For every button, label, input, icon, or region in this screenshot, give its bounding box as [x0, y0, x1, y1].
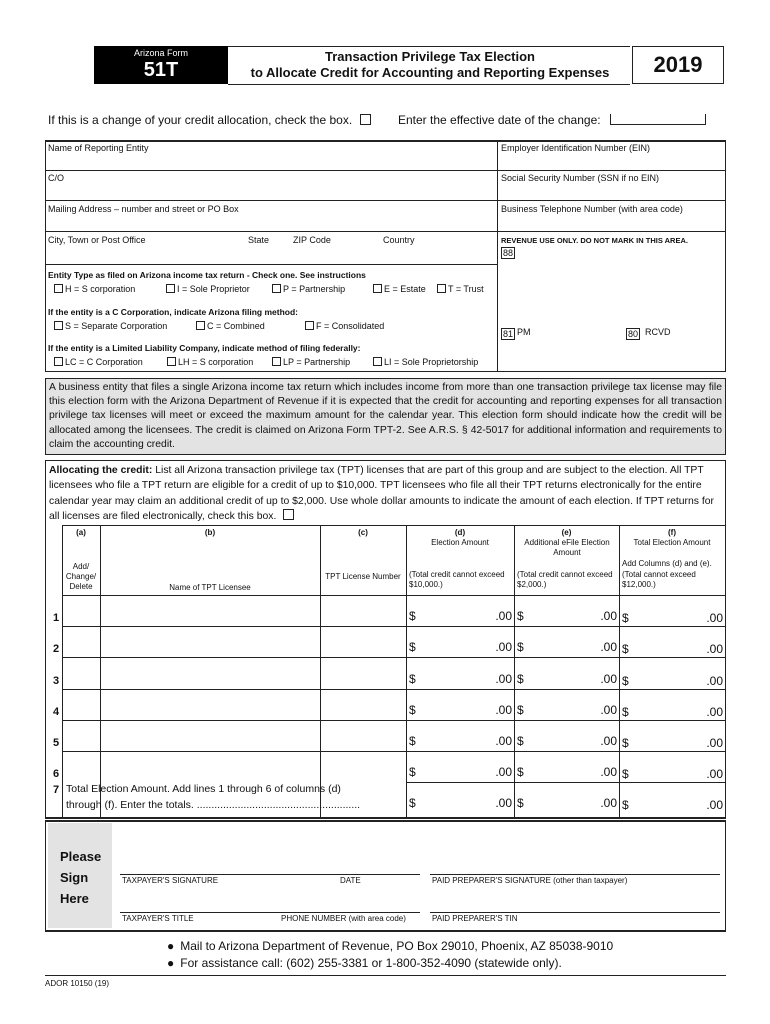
change-line [48, 113, 371, 127]
line7-text2: through (f). Enter the totals. ........................................................ [66, 799, 361, 811]
amount-cell-col-f[interactable] [619, 767, 725, 783]
form-number: 51T [143, 59, 179, 81]
col-a-header: Add/ Change/ Delete [65, 562, 97, 591]
col-f-note2: (Total cannot exceed $12,000.) [622, 570, 696, 589]
ein-field[interactable]: Employer Identification Number (EIN) [501, 143, 651, 153]
preparer-signature-field[interactable]: PAID PREPARER'S SIGNATURE (other than taxpayer) [432, 876, 628, 885]
cents-suffix: .00 [706, 798, 723, 812]
cents-suffix: .00 [600, 703, 617, 717]
co-field[interactable]: C/O [48, 173, 65, 183]
amount-cell-col-e[interactable] [514, 765, 619, 781]
info-box [45, 378, 726, 455]
amount-cell-col-e[interactable] [514, 703, 619, 719]
box-80: 80 [628, 329, 639, 339]
form-title-line1: Transaction Privilege Tax Election [325, 49, 535, 64]
dollar-sign: $ [409, 640, 416, 654]
amount-cell-col-f[interactable] [619, 611, 725, 627]
dollar-sign: $ [622, 798, 629, 812]
allocating-label: Allocating the credit: [49, 465, 153, 476]
address-field[interactable]: Mailing Address – number and street or PO Box [48, 204, 239, 214]
change-checkbox[interactable] [360, 114, 371, 125]
col-c-header: TPT License Number [325, 572, 401, 581]
dollar-sign: $ [517, 765, 524, 779]
col-b-letter: (b) [204, 528, 216, 537]
efile-checkbox[interactable] [283, 509, 294, 520]
dollar-sign: $ [622, 767, 629, 781]
cents-suffix: .00 [600, 765, 617, 779]
amount-cell-col-d[interactable] [406, 640, 514, 656]
col-f-title: Total Election Amount [633, 538, 711, 547]
taxpayer-signature-field[interactable]: TAXPAYER'S SIGNATURE [122, 876, 219, 885]
cents-suffix: .00 [600, 734, 617, 748]
ccorp-option-c[interactable]: C = Combined [196, 321, 265, 331]
entity-option-i[interactable]: I = Sole Proprietor [166, 284, 250, 294]
dollar-sign: $ [622, 705, 629, 719]
dollar-sign: $ [409, 734, 416, 748]
form-year: 2019 [632, 46, 724, 84]
cents-suffix: .00 [706, 736, 723, 750]
header-bottom-rule [228, 84, 630, 85]
col-f-note1: Add Columns (d) and (e). [622, 559, 712, 568]
cents-suffix: .00 [706, 674, 723, 688]
col-e-title: Additional eFile Election Amount [524, 538, 610, 557]
mail-line: ● Mail to Arizona Department of Revenue, PO Box 29010, Phoenix, AZ 85038-9010 [167, 939, 614, 953]
row-number: 5 [53, 737, 60, 749]
dollar-sign: $ [517, 703, 524, 717]
effective-date-label: Enter the effective date of the change: [398, 113, 601, 127]
row-number: 3 [53, 675, 60, 687]
cents-suffix: .00 [495, 672, 512, 686]
dollar-sign: $ [517, 640, 524, 654]
col-d-letter: (d) [454, 528, 466, 537]
footer-form-code: ADOR 10150 (19) [45, 979, 110, 988]
preparer-tin-field[interactable]: PAID PREPARER'S TIN [432, 914, 518, 923]
sign-label: Sign [60, 870, 89, 885]
amount-cell-col-f[interactable] [619, 736, 725, 752]
header-top-rule [228, 46, 630, 47]
dollar-sign: $ [409, 609, 416, 623]
col-b-header: Name of TPT Licensee [169, 583, 251, 592]
ccorp-option-s[interactable]: S = Separate Corporation [54, 321, 167, 331]
entity-option-t[interactable]: T = Trust [437, 284, 484, 294]
phone-field[interactable]: Business Telephone Number (with area code) [501, 204, 683, 214]
amount-cell-col-d[interactable] [406, 734, 514, 750]
rcvd-label: RCVD [645, 327, 671, 337]
revenue-use-label: REVENUE USE ONLY. DO NOT MARK IN THIS AREA. [501, 236, 688, 245]
entity-type-heading: Entity Type as filed on Arizona income tax return - Check one. See instructions [48, 270, 366, 280]
amount-cell-col-e[interactable] [514, 734, 619, 750]
box-81: 81 [503, 329, 514, 339]
dollar-sign: $ [517, 672, 524, 686]
dollar-sign: $ [517, 734, 524, 748]
cents-suffix: .00 [600, 796, 617, 810]
line7-number: 7 [53, 784, 60, 796]
row-number: 1 [53, 612, 60, 624]
amount-cell-col-e[interactable] [514, 672, 619, 688]
dollar-sign: $ [622, 642, 629, 656]
row-number: 2 [53, 643, 60, 655]
cents-suffix: .00 [706, 611, 723, 625]
date-field[interactable]: DATE [340, 876, 361, 885]
ccorp-heading: If the entity is a C Corporation, indicate Arizona filing method: [48, 307, 298, 317]
country-field[interactable]: Country [383, 235, 415, 245]
line7-text1: Total Election Amount. Add lines 1 through 6 of columns (d) [66, 783, 341, 795]
state-field[interactable]: State [248, 235, 270, 245]
dollar-sign: $ [622, 674, 629, 688]
zip-field[interactable]: ZIP Code [293, 235, 331, 245]
cents-suffix: .00 [600, 640, 617, 654]
llc-option-lc[interactable]: LC = C Corporation [54, 357, 143, 367]
amount-cell-col-f[interactable] [619, 798, 725, 814]
entity-option-e[interactable]: E = Estate [373, 284, 426, 294]
dollar-sign: $ [409, 703, 416, 717]
cents-suffix: .00 [706, 705, 723, 719]
form-title-line2: to Allocate Credit for Accounting and Reporting Expenses [250, 65, 610, 80]
llc-heading: If the entity is a Limited Liability Company, indicate method of filing federally: [48, 343, 361, 353]
form-number-block [94, 46, 228, 84]
cents-suffix: .00 [706, 642, 723, 656]
cents-suffix: .00 [706, 767, 723, 781]
effective-date-field[interactable] [610, 114, 706, 125]
cents-suffix: .00 [600, 609, 617, 623]
dollar-sign: $ [517, 796, 524, 810]
amount-cell-col-d[interactable] [406, 796, 514, 812]
cents-suffix: .00 [495, 734, 512, 748]
amount-cell-col-f[interactable] [619, 642, 725, 658]
cents-suffix: .00 [495, 640, 512, 654]
entity-option-h[interactable]: H = S corporation [54, 284, 135, 294]
cents-suffix: .00 [495, 765, 512, 779]
city-field[interactable]: City, Town or Post Office [48, 235, 146, 245]
amount-cell-col-e[interactable] [514, 796, 619, 812]
here-label: Here [60, 891, 89, 906]
dollar-sign: $ [409, 796, 416, 810]
please-label: Please [60, 849, 102, 864]
col-d-title: Election Amount [431, 538, 489, 547]
llc-option-lh[interactable]: LH = S corporation [167, 357, 253, 367]
amount-cell-col-e[interactable] [514, 640, 619, 656]
pm-label: PM [517, 327, 531, 337]
amount-cell-col-d[interactable] [406, 765, 514, 781]
please-sign-panel [48, 823, 112, 928]
cents-suffix: .00 [495, 609, 512, 623]
amount-cell-col-f[interactable] [619, 705, 725, 721]
dollar-sign: $ [517, 609, 524, 623]
change-text: If this is a change of your credit allocation, check the box. [48, 113, 353, 127]
taxpayer-title-field[interactable]: TAXPAYER'S TITLE [122, 914, 194, 923]
amount-cell-col-e[interactable] [514, 609, 619, 625]
info-text: A business entity that files a single Arizona income tax return which includes income from more than one transaction privilege tax license may file this election form with the Arizona Department of Revenue if it is expected that the credit for accounting and reporting expenses for all transaction privilege tax licenses will meet or exceed the maximum amount for the calendar year. This election form should indicate how the credit will be allocated among the licensees. The credit is claimed on Arizona Form TPT-2. See A.R.S. § 42-5017 for additional information and requirements to claim the accounting credit. [49, 382, 722, 450]
dollar-sign: $ [622, 611, 629, 625]
cents-suffix: .00 [600, 672, 617, 686]
form-label: Arizona Form [133, 48, 188, 58]
col-f-letter: (f) [668, 528, 676, 537]
dollar-sign: $ [409, 765, 416, 779]
ccorp-option-f[interactable]: F = Consolidated [305, 321, 384, 331]
assistance-line: ● For assistance call: (602) 255-3381 or 1-800-352-4090 (statewide only). [167, 956, 562, 970]
row-number: 6 [53, 768, 60, 780]
box-88: 88 [503, 248, 514, 258]
col-e-note: (Total credit cannot exceed $2,000.) [517, 570, 613, 589]
amount-cell-col-d[interactable] [406, 703, 514, 719]
dollar-sign: $ [622, 736, 629, 750]
col-c-letter: (c) [358, 528, 368, 537]
name-field[interactable]: Name of Reporting Entity [48, 143, 149, 153]
allocating-box [45, 460, 726, 525]
llc-option-li[interactable]: LI = Sole Proprietorship [373, 357, 478, 367]
amount-cell-col-d[interactable] [406, 609, 514, 625]
dollar-sign: $ [409, 672, 416, 686]
cents-suffix: .00 [495, 796, 512, 810]
col-e-letter: (e) [561, 528, 572, 537]
amount-cell-col-d[interactable] [406, 672, 514, 688]
amount-cell-col-f[interactable] [619, 674, 725, 690]
entity-option-p[interactable]: P = Partnership [272, 284, 345, 294]
taxpayer-phone-field[interactable]: PHONE NUMBER (with area code) [281, 914, 406, 923]
ssn-field[interactable]: Social Security Number (SSN if no EIN) [501, 173, 660, 183]
allocating-text: List all Arizona transaction privilege tax (TPT) licenses that are part of this group and are subject to the election. All TPT licensees who file a TPT return are eligible for a credit of up to $10,000. TPT licensees who file all their TPT returns electronically for the entire calendar year may claim an additional credit of up to $2,000. Use whole dollar amounts to indicate the amount of each election. If TPT returns for all licenses are filed electronically, check this box. [49, 465, 714, 522]
row-number: 4 [53, 706, 60, 718]
cents-suffix: .00 [495, 703, 512, 717]
col-a-letter: (a) [76, 528, 86, 537]
col-d-note: (Total credit cannot exceed $10,000.) [409, 570, 505, 589]
allocating-paragraph [49, 463, 722, 524]
llc-option-lp[interactable]: LP = Partnership [272, 357, 350, 367]
